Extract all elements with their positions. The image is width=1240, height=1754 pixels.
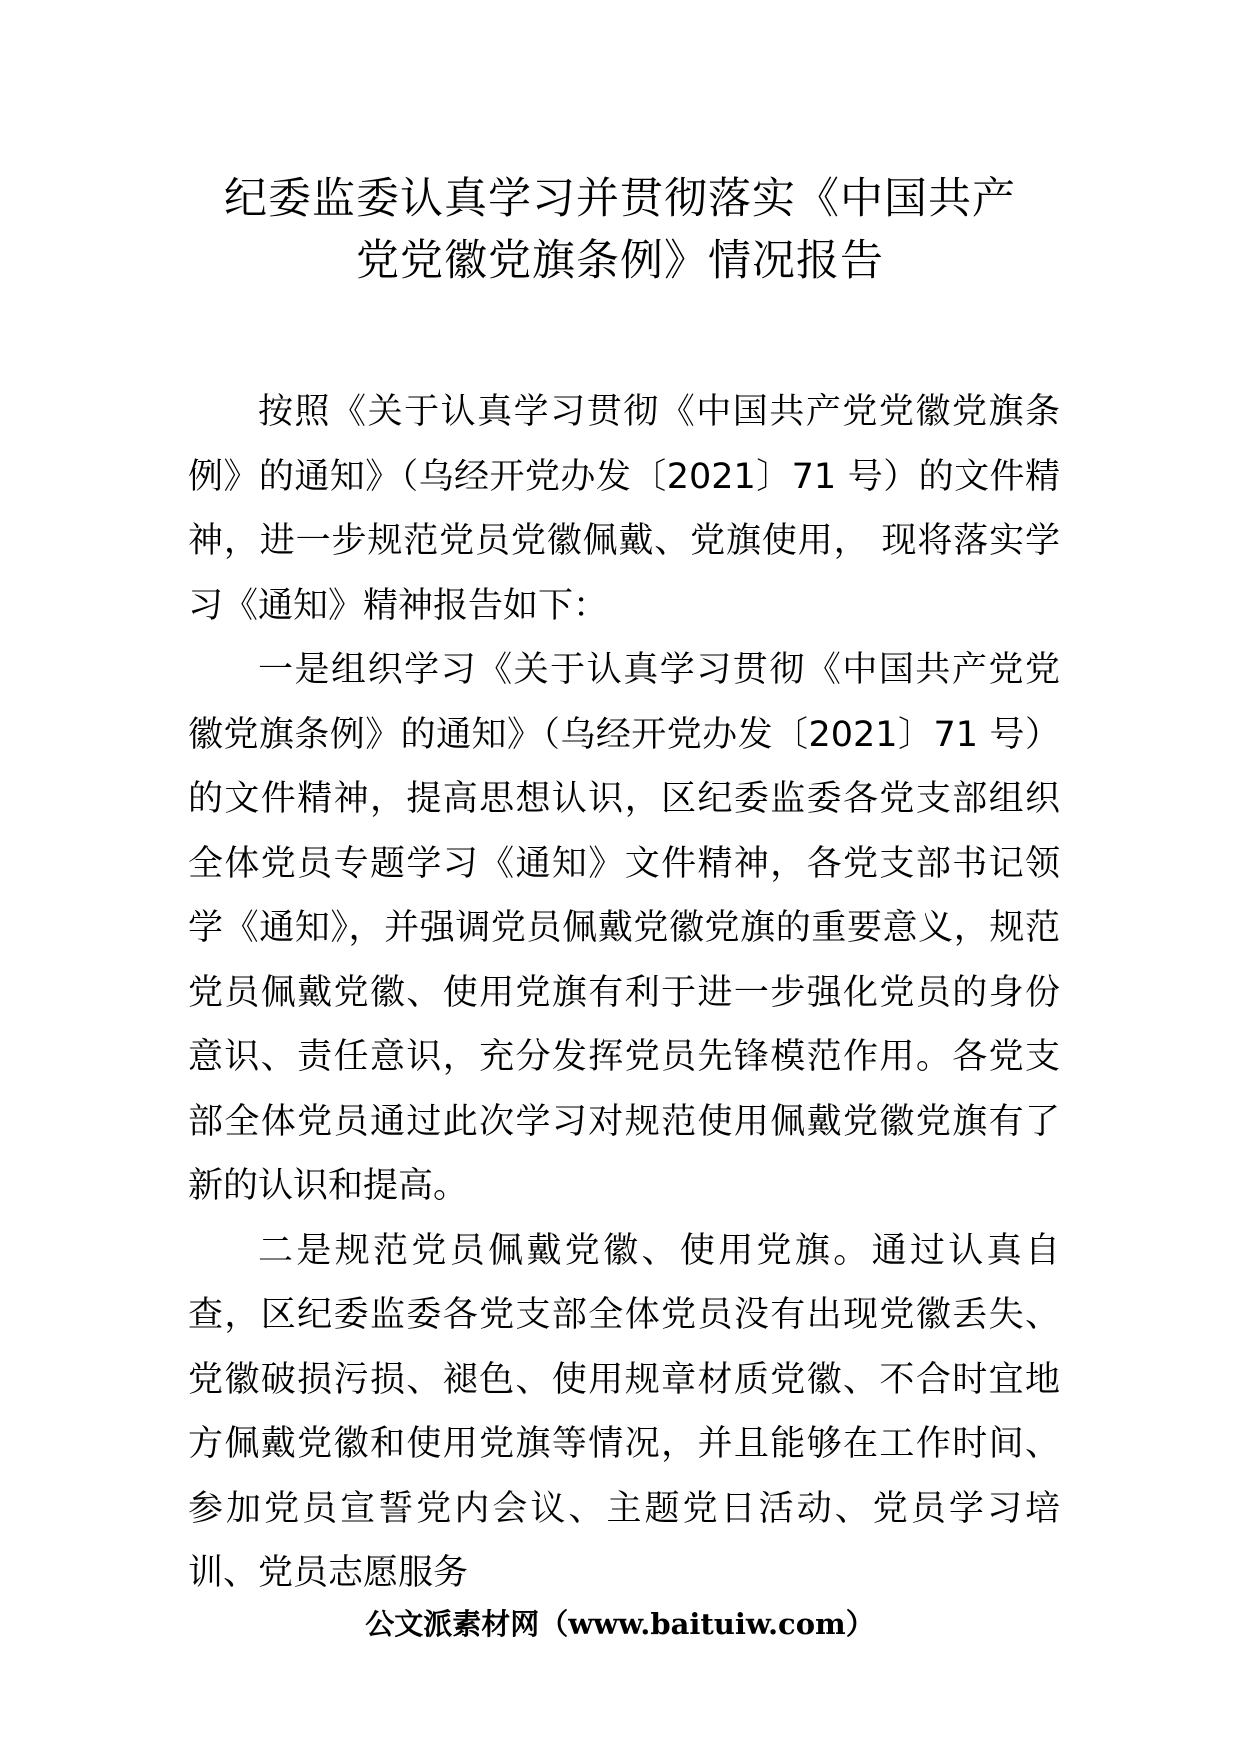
- title-line-2: 党党徽党旗条例》情况报告: [356, 236, 884, 286]
- footer-watermark: 公文派素材网（www.baituiw.com）: [365, 1607, 875, 1641]
- paragraph-intro: 按照《关于认真学习贯彻《中国共产党党徽党旗条例》的通知》（乌经开党办发〔2021〕71 号）的文件精神，进一步规范党员党徽佩戴、党旗使用， 现将落实学习《通知》精神报告如下：: [188, 392, 1060, 626]
- paragraph-point-two: 二是规范党员佩戴党徽、使用党旗。通过认真自查，区纪委监委各党支部全体党员没有出现党徽丢失、党徽破损污损、褪色、使用规章材质党徽、不合时宜地方佩戴党徽和使用党旗等情况，并且能够在工作时间、参加党员宣誓党内会议、主题党日活动、党员学习培训、党员志愿服务: [188, 1230, 1060, 1593]
- title-line-1: 纪委监委认真学习并贯彻落实《中国共产: [224, 174, 1016, 224]
- document-title: [150, 168, 1090, 292]
- document-body: [188, 380, 1060, 1606]
- paragraph-point-one: 一是组织学习《关于认真学习贯彻《中国共产党党徽党旗条例》的通知》（乌经开党办发〔2021〕71 号）的文件精神，提高思想认识，区纪委监委各党支部组织全体党员专题学习《通知》文件精神，各党支部书记领学《通知》，并强调党员佩戴党徽党旗的重要意义，规范党员佩戴党徽、使用党旗有利于进一步强化党员的身份意识、责任意识，充分发挥党员先锋模范作用。各党支部全体党员通过此次学习对规范使用佩戴党徽党旗有了新的认识和提高。: [188, 650, 1060, 1206]
